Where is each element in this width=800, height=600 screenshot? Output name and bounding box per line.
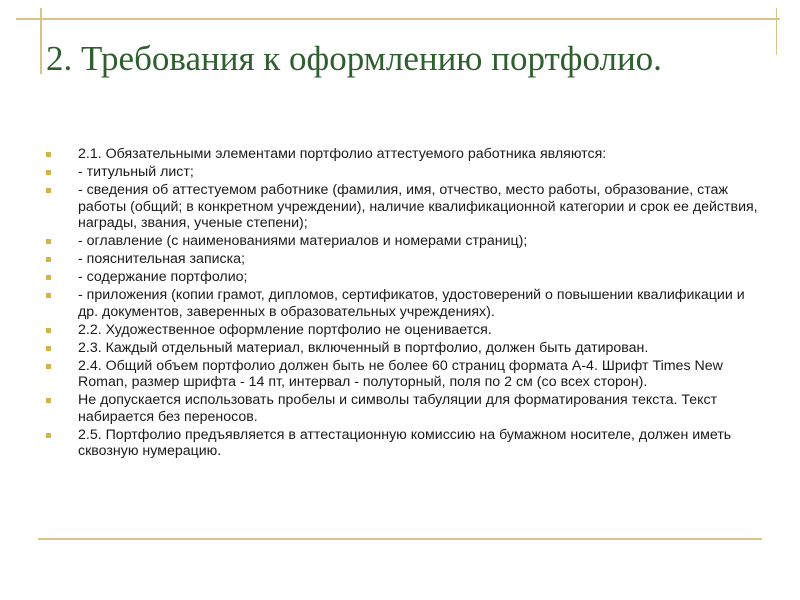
frame-line-left	[40, 8, 42, 74]
slide-title: 2. Требования к оформлению портфолио.	[46, 39, 662, 78]
list-item-text: 2.3. Каждый отдельный материал, включенный в портфолио, должен быть датирован.	[78, 339, 649, 356]
list-item-text: - содержание портфолио;	[78, 269, 248, 285]
list-item	[46, 287, 758, 320]
list-item-text: 2.4. Общий объем портфолио должен быть не более 60 страниц формата А-4. Шрифт Times New Roman, размер шрифта - 14 пт, интервал - полуторный, поля по 2 см (со всех сторон).	[78, 357, 723, 390]
list-item-text: - пояснительная записка;	[78, 251, 246, 267]
bullet-icon	[46, 188, 51, 193]
bullet-icon	[46, 257, 51, 262]
list-item	[46, 233, 758, 250]
list-item	[46, 427, 758, 460]
list-item	[46, 392, 758, 425]
bullet-icon	[46, 293, 51, 298]
list-item-text: - сведения об аттестуемом работнике (фамилия, имя, отчество, место работы, образование, стаж работы (общий; в конкретном учреждении), наличие квалификационной категории и срок ее действия, награды, звания, ученые степени);	[78, 182, 758, 231]
list-item-text: Не допускается использовать пробелы и символы табуляции для форматирования текста. Текст набирается без переносов.	[78, 392, 718, 425]
bullet-icon	[46, 398, 51, 403]
frame-line-bottom	[38, 538, 762, 540]
bullet-icon	[46, 239, 51, 244]
list-item-text: 2.2. Художественное оформление портфолио не оценивается.	[78, 321, 492, 338]
list-item-text: - титульный лист;	[78, 164, 194, 180]
bullet-icon	[46, 152, 51, 157]
list-item	[46, 322, 758, 339]
list-item	[46, 182, 758, 232]
list-item-text: 2.5. Портфолио предъявляется в аттестационную комиссию на бумажном носителе, должен иметь сквозную нумерацию.	[78, 426, 732, 459]
list-item	[46, 146, 758, 163]
bullet-icon	[46, 170, 51, 175]
list-item-text: - приложения (копии грамот, дипломов, сертификатов, удостоверений о повышении квалификации и др. документов, заверенных в образовательных учреждениях).	[78, 287, 745, 320]
list-item	[46, 164, 758, 181]
bullet-icon	[46, 328, 51, 333]
list-item	[46, 340, 758, 357]
frame-line-top	[16, 18, 780, 20]
list-item-text: 2.1. Обязательными элементами портфолио аттестуемого работника являются:	[78, 146, 607, 162]
bullet-icon	[46, 364, 51, 369]
list-item-text: - оглавление (с наименованиями материалов и номерами страниц);	[78, 233, 528, 249]
bullet-icon	[46, 275, 51, 280]
content-list	[46, 146, 758, 461]
list-item	[46, 251, 758, 268]
frame-line-right	[776, 8, 777, 55]
list-item	[46, 269, 758, 286]
list-item	[46, 358, 758, 391]
bullet-icon	[46, 433, 51, 438]
bullet-icon	[46, 346, 51, 351]
